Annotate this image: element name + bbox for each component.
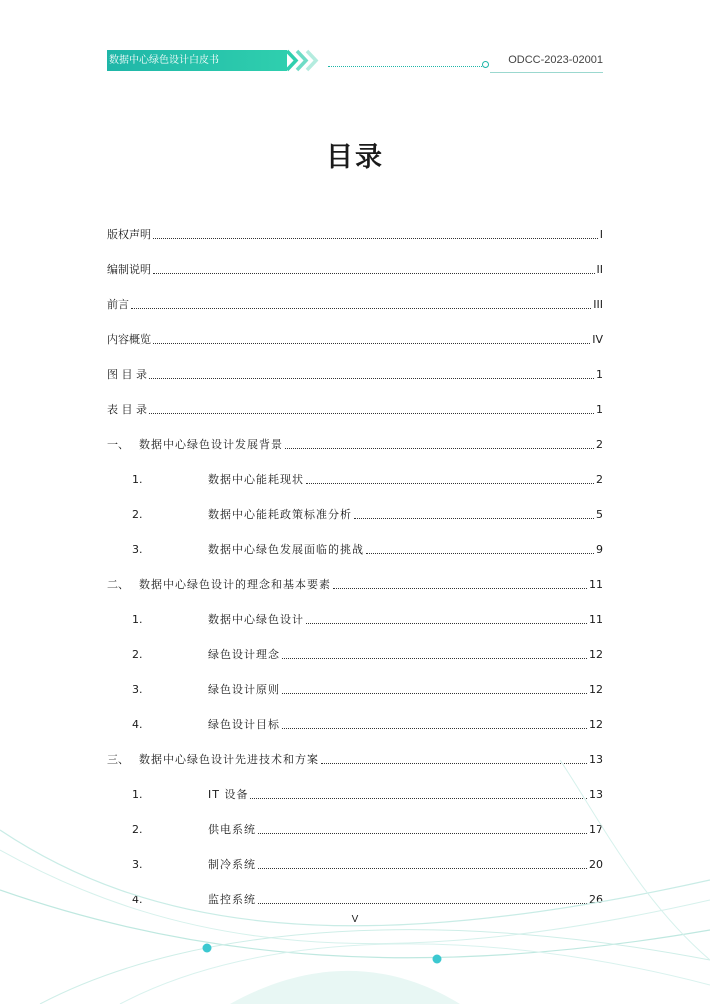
toc-entry-page: I: [599, 228, 603, 241]
toc-entry[interactable]: [107, 224, 603, 242]
toc-entry-number: 1.: [132, 473, 143, 486]
toc-entry-label: 图 目 录: [107, 368, 147, 381]
toc-entry-label: 版权声明: [107, 228, 151, 241]
toc-entry-page: 13: [589, 788, 603, 801]
doc-code: ODCC-2023-02001: [508, 54, 603, 66]
wave-decor-icon: [0, 760, 710, 1004]
toc-entry-page: 17: [589, 823, 603, 836]
toc-entry[interactable]: [107, 399, 603, 417]
toc-dot-leader: [149, 413, 594, 414]
toc-entry[interactable]: [107, 364, 603, 382]
toc-dot-leader: [354, 518, 594, 519]
toc-entry-number: 二、: [107, 578, 129, 591]
toc-dot-leader: [366, 553, 594, 554]
toc-entry-number: 一、: [107, 438, 129, 451]
toc-entry-page: 26: [589, 893, 603, 906]
toc-entry-number: 三、: [107, 753, 129, 766]
toc-dot-leader: [153, 273, 595, 274]
toc-entry-label: 制冷系统: [208, 858, 256, 871]
toc-entry[interactable]: [107, 329, 603, 347]
toc-entry-label: 绿色设计理念: [208, 648, 280, 661]
toc-entry[interactable]: [107, 644, 603, 662]
toc-entry-number: 1.: [132, 613, 143, 626]
toc-entry-label: 绿色设计原则: [208, 683, 280, 696]
page-title: 目录: [326, 142, 384, 173]
header-dotted-line: [328, 66, 482, 67]
toc-entry-label: 数据中心绿色设计先进技术和方案: [139, 753, 319, 766]
toc-entry-number: 2.: [132, 648, 143, 661]
toc-entry-number: 2.: [132, 823, 143, 836]
toc-entry[interactable]: [107, 679, 603, 697]
page-number: V: [351, 914, 359, 925]
toc-entry[interactable]: [107, 574, 603, 592]
toc-dot-leader: [149, 378, 594, 379]
toc-dot-leader: [285, 448, 594, 449]
toc-entry-page: 20: [589, 858, 603, 871]
toc-entry-number: 3.: [132, 543, 143, 556]
toc-entry-page: 5: [596, 508, 603, 521]
toc-entry-number: 2.: [132, 508, 143, 521]
toc-dot-leader: [282, 728, 587, 729]
toc-entry-label: 数据中心绿色设计: [208, 613, 304, 626]
toc-entry-number: 3.: [132, 858, 143, 871]
toc-entry[interactable]: [107, 714, 603, 732]
toc-entry[interactable]: [107, 469, 603, 487]
toc-entry[interactable]: [107, 294, 603, 312]
toc-dot-leader: [131, 308, 591, 309]
toc-entry-page: II: [596, 263, 603, 276]
toc-entry[interactable]: [107, 539, 603, 557]
toc-dot-leader: [306, 623, 587, 624]
toc-dot-leader: [153, 238, 598, 239]
toc-entry-label: 数据中心能耗现状: [208, 473, 304, 486]
toc-entry-label: 数据中心绿色设计发展背景: [139, 438, 283, 451]
toc-entry-label: 供电系统: [208, 823, 256, 836]
toc-entry-label: 内容概览: [107, 333, 151, 346]
toc-entry-number: 3.: [132, 683, 143, 696]
toc-entry-page: 11: [589, 613, 603, 626]
toc-entry-label: 数据中心绿色发展面临的挑战: [208, 543, 364, 556]
toc-entry-page: 12: [589, 718, 603, 731]
toc-entry-label: IT 设备: [208, 788, 249, 801]
toc-entry-number: 1.: [132, 788, 143, 801]
toc-entry-page: IV: [592, 333, 603, 346]
toc-entry[interactable]: [107, 259, 603, 277]
header-circle-icon: [482, 61, 489, 68]
toc-entry-page: 13: [589, 753, 603, 766]
toc-entry-page: 11: [589, 578, 603, 591]
toc-entry-label: 数据中心绿色设计的理念和基本要素: [139, 578, 331, 591]
toc-dot-leader: [282, 658, 587, 659]
toc-entry-page: 12: [589, 648, 603, 661]
toc-entry-label: 前言: [107, 298, 129, 311]
toc-entry-page: 9: [596, 543, 603, 556]
toc-dot-leader: [333, 588, 587, 589]
toc-entry-page: 1: [596, 368, 603, 381]
toc-entry-page: 2: [596, 473, 603, 486]
toc-entry-number: 4.: [132, 893, 143, 906]
toc-entry[interactable]: [107, 504, 603, 522]
toc-entry-label: 绿色设计目标: [208, 718, 280, 731]
toc-dot-leader: [153, 343, 590, 344]
toc-entry-label: 监控系统: [208, 893, 256, 906]
toc-entry-page: 12: [589, 683, 603, 696]
chevron-decor-icon: [285, 48, 325, 73]
toc-entry-label: 表 目 录: [107, 403, 147, 416]
toc-dot-leader: [282, 693, 587, 694]
toc-entry[interactable]: [107, 434, 603, 452]
header-banner-text: 数据中心绿色设计白皮书: [109, 55, 219, 66]
toc-dot-leader: [306, 483, 594, 484]
toc-entry-label: 数据中心能耗政策标准分析: [208, 508, 352, 521]
toc-entry-page: III: [593, 298, 603, 311]
toc-entry[interactable]: [107, 609, 603, 627]
toc-entry-number: 4.: [132, 718, 143, 731]
header-banner: [107, 50, 287, 71]
toc-entry-page: 1: [596, 403, 603, 416]
toc-entry-label: 编制说明: [107, 263, 151, 276]
toc-entry-page: 2: [596, 438, 603, 451]
header-underline: [490, 72, 603, 73]
